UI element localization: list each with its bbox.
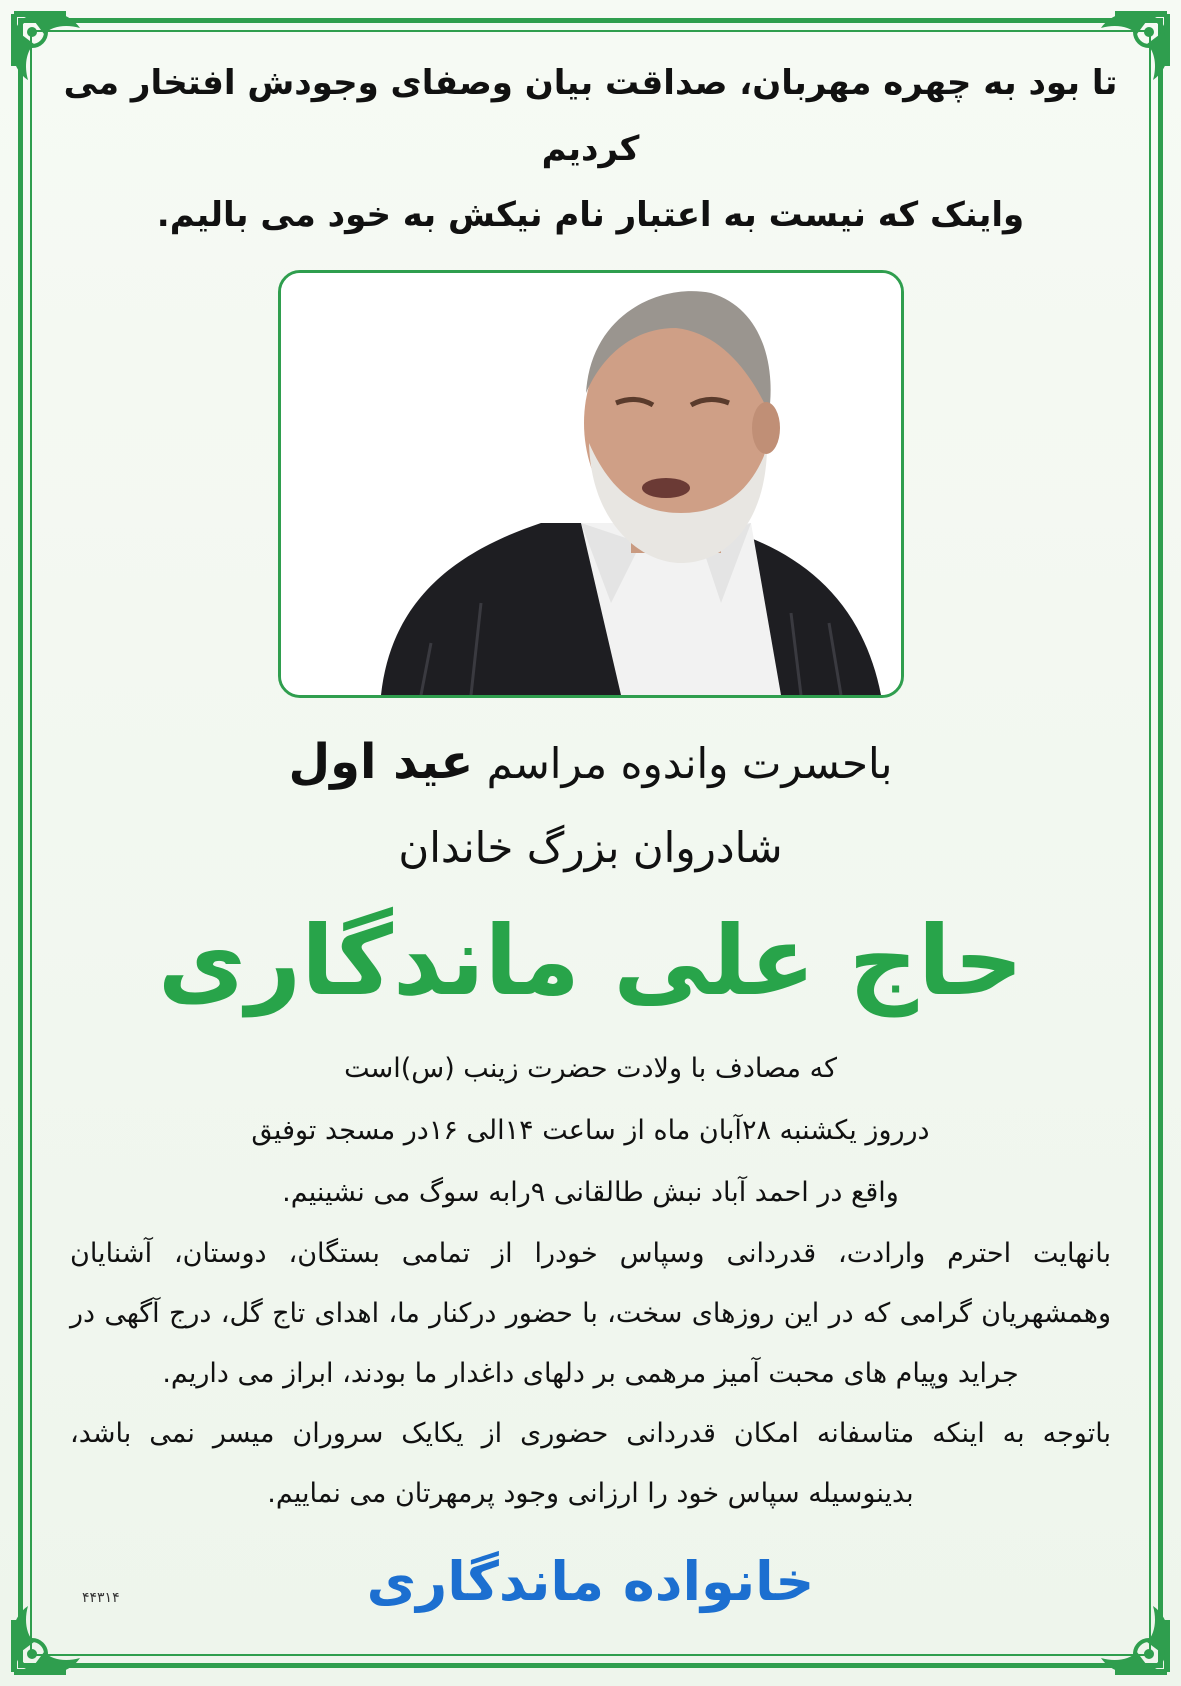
- deceased-title: شادروان بزرگ خاندان: [398, 823, 783, 872]
- acknowledgement-paragraph-1: بانهایت احترم وارادت، قدردانی وسپاس خودرا از تمامی بستگان، دوستان، آشنایان وهمشهریان گرامی که در این روزهای سخت، با حضور درکنار ما، اهدای تاج گل، درج آگهی در جراید وپیام های محبت آمیز مرهمی بر دلهای داغدار ما بودند، ابراز می داریم.: [70, 1238, 1111, 1389]
- epitaph: [60, 50, 1121, 248]
- ceremony-intro-text: باحسرت واندوه مراسم: [486, 739, 893, 788]
- portrait-photo: [278, 270, 904, 698]
- portrait-illustration: [281, 273, 901, 695]
- epitaph-line-2: واینک که نیست به اعتبار نام نیکش به خود می بالیم.: [156, 195, 1025, 235]
- acknowledgement-paragraph-2: باتوجه به اینکه متاسفانه امکان قدردانی حضوری از یکایک سروران میسر نمی باشد، بدینوسیله سپاس خود را ارزانی وجود پرمهرتان می نماییم.: [70, 1418, 1111, 1509]
- epitaph-line-1: تا بود به چهره مهربان، صداقت بیان وصفای وجودش افتخار می کردیم: [63, 63, 1118, 169]
- ceremony-type: عید اول: [288, 734, 474, 790]
- detail-line-time: درروز یکشنبه ۲۸آبان ماه از ساعت ۱۴الی ۱۶در مسجد توفیق: [251, 1115, 930, 1146]
- deceased-name: حاج علی ماندگاری: [157, 905, 1024, 1017]
- family-signature: خانواده ماندگاری: [366, 1550, 815, 1613]
- notice-content: [60, 40, 1121, 1646]
- detail-line-occasion: که مصادف با ولادت حضرت زینب (س)است: [344, 1053, 837, 1084]
- detail-line-location: واقع در احمد آباد نبش طالقانی ۹رابه سوگ می نشینیم.: [282, 1177, 899, 1208]
- ceremony-details: [60, 1038, 1121, 1224]
- ad-code: ۴۴۳۱۴: [82, 1590, 120, 1606]
- ceremony-intro: [60, 732, 1121, 794]
